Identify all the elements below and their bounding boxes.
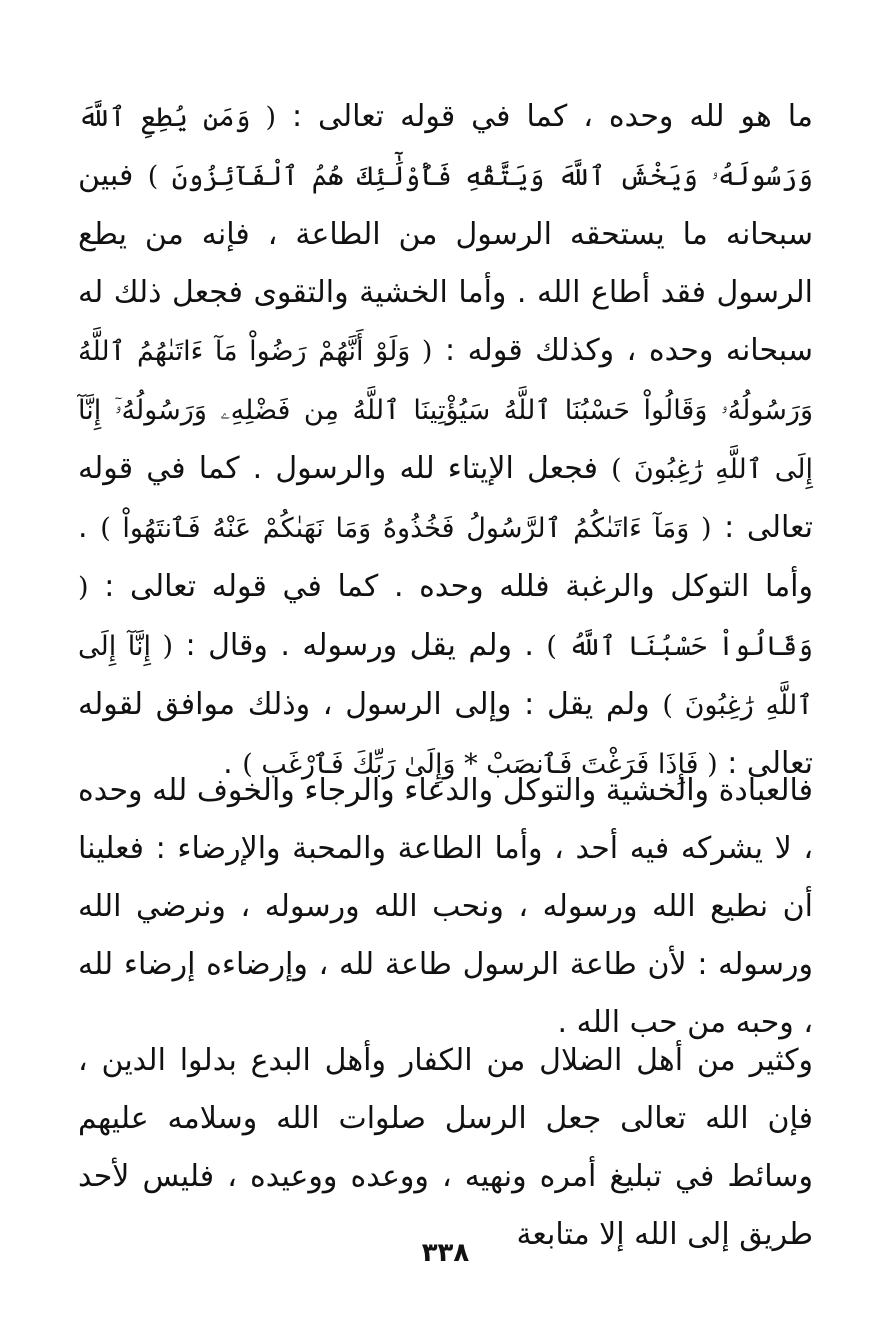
body-text: ولم يقل : وإلى الرسول ، وذلك موافق لقوله تعالى : [78, 687, 813, 781]
quran-verse: ( وَقَالُواْ حَسْبُنَا ٱللَّهُ ) [78, 572, 813, 662]
body-text: فجعل الإيتاء لله والرسول . كما في قوله تعالى : [78, 451, 813, 545]
quran-verse: ( وَمَن يُطِعِ ٱللَّهَ وَرَسُولَهُۥ وَيَخْشَ ٱللَّهَ وَيَتَّقْهِ فَأُوْلَٰٓئِكَ هُمُ ٱلْفَآئِزُونَ ) [78, 102, 813, 192]
paragraph-2-text: فالعبادة والخشية والتوكل والدعاء والرجاء والخوف لله وحده ، لا يشركه فيه أحد ، وأما الطاعة والمحبة والإرضاء : فعلينا أن نطيع الله ورسوله ، ونحب الله ورسوله ، ونرضي الله ورسوله : لأن طاعة الرسول طاعة لله ، وإرضاءه إرضاء لله ، وحبه من حب الله . [78, 773, 813, 1040]
page-number: ٣٣٨ [421, 1238, 470, 1268]
paragraph-1 [78, 88, 813, 794]
paragraph-3 [78, 1032, 813, 1264]
paragraph-2 [78, 762, 813, 1052]
body-text: . وأما التوكل والرغبة فلله وحده . كما في قوله تعالى : [78, 510, 813, 604]
paragraph-3-text: وكثير من أهل الضلال من الكفار وأهل البدع بدلوا الدين ، فإن الله تعالى جعل الرسل صلوات الله وسلامه عليهم وسائط في تبليغ أمره ونهيه ، ووعده ووعيده ، فليس لأحد طريق إلى الله إلا متابعة [78, 1043, 813, 1252]
quran-verse: ( إِنَّآ إِلَى ٱللَّهِ رَٰغِبُونَ ) [78, 631, 813, 721]
quran-verse: ( وَمَآ ءَاتَىٰكُمُ ٱلرَّسُولُ فَخُذُوهُ وَمَا نَهَىٰكُمْ عَنْهُ فَٱنتَهُواْ ) [100, 513, 712, 544]
paragraph-1-text [78, 88, 813, 794]
quran-verse: ( فَإِذَا فَرَغْتَ فَٱنصَبْ * وَإِلَىٰ رَبِّكَ فَٱرْغَب ) [242, 749, 718, 780]
body-text: . ولم يقل ورسوله . وقال : [173, 628, 547, 663]
body-text: فبين سبحانه ما يستحقه الرسول من الطاعة ، فإنه من يطع الرسول فقد أطاع الله . وأما الخشية والتقوى فجعل ذلك له سبحانه وحده ، وكذلك قوله : [78, 158, 813, 368]
body-text: . [223, 746, 243, 781]
body-text: ما هو لله وحده ، كما في قوله تعالى : [275, 99, 813, 134]
quran-verse: ( وَلَوْ أَنَّهُمْ رَضُواْ مَآ ءَاتَىٰهُمُ ٱللَّهُ وَرَسُولُهُۥ وَقَالُواْ حَسْبُنَا ٱللَّهُ سَيُؤْتِينَا ٱللَّهُ مِن فَضْلِهِۦ وَرَسُولُهُۥٓ إِنَّآ إِلَى ٱللَّهِ رَٰغِبُونَ ) [78, 336, 813, 485]
